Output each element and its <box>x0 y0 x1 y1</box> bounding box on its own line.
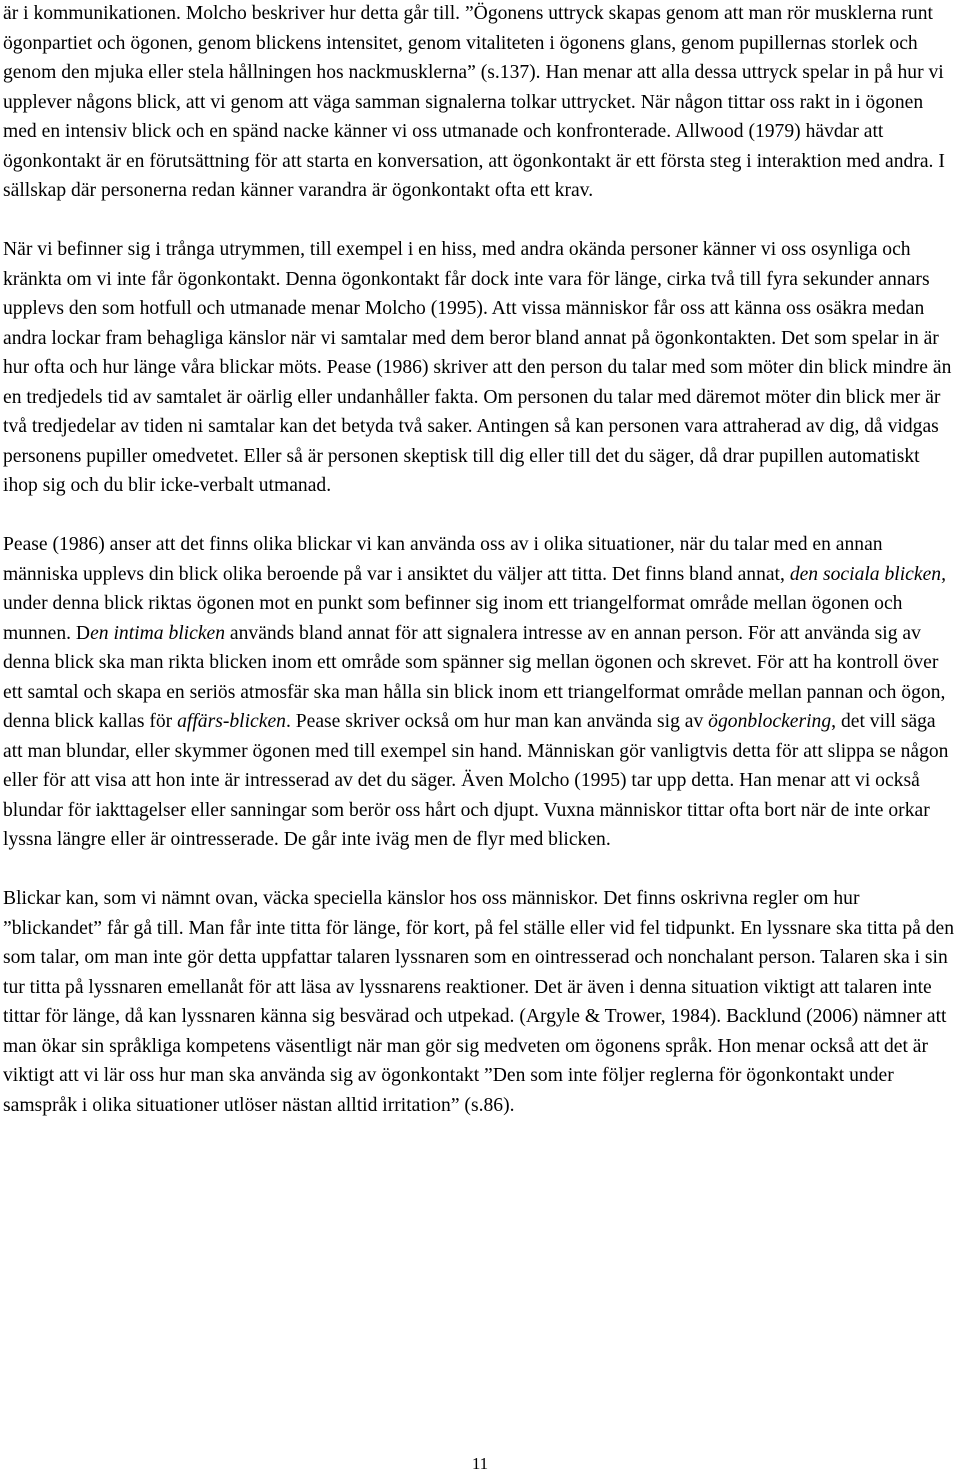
document-page <box>3 3 957 1120</box>
italic-term-business-gaze: affärs-blicken <box>177 711 286 732</box>
text-run: under denna blick riktas ögonen mot en punkt som befinner sig inom ett triangelformat område mellan ögonen och munnen. D <box>3 593 903 644</box>
paragraph-3 <box>3 530 957 855</box>
paragraph-1: är i kommunikationen. Molcho beskriver hur detta går till. ”Ögonens uttryck skapas genom att man rör musklerna runt ögonpartiet och ögonen, genom blickens intensitet, genom vitaliteten i ögonens glans, genom pupillernas storlek och genom den mjuka eller stela hållningen hos nackmusklerna” (s.137). Han menar att alla dessa uttryck spelar in på hur vi upplever någons blick, att vi genom att väga samman signalerna tolkar uttrycket. När någon tittar oss rakt in i ögonen med en intensiv blick och en spänd nacke känner vi oss utmanade och konfronterade. Allwood (1979) hävdar att ögonkontakt är en förutsättning för att starta en konversation, att ögonkontakt är ett första steg i interaktion med andra. I sällskap där personerna redan känner varandra är ögonkontakt ofta ett krav. <box>3 3 945 201</box>
page-number: 11 <box>471 1454 489 1473</box>
italic-term-social-gaze: den sociala blicken, <box>789 563 946 585</box>
paragraph-4: Blickar kan, som vi nämnt ovan, väcka speciella känslor hos oss människor. Det finns oskrivna regler om hur ”blickandet” får gå till. Man får inte titta för länge, för kort, på fel ställe eller vid fel tidpunkt. En lyssnare ska titta på den som talar, om man inte gör detta uppfattar talaren lyssnaren som en ointresserad och nonchalant person. Talaren ska i sin tur titta på lyssnaren emellanåt för att läsa av lyssnarens reaktioner. Det är även i denna situation viktigt att talaren inte tittar för länge, då kan lyssnaren känna sig besvärad och utpekad. (Argyle & Trower, 1984). Backlund (2006) nämner att man ökar sin språkliga kompetens väsentligt när man gör sig medveten om ögonens språk. Hon menar också att det är viktigt att vi lär oss hur man ska använda sig av ögonkontakt ”Den som inte följer reglerna för ögonkontakt under samspråk i olika situationer utlöser nästan alltid irritation” (s.86). <box>3 888 955 1116</box>
italic-term-eye-blocking: ögonblockering <box>708 711 832 732</box>
text-run: . Pease skriver också om hur man kan använda sig av <box>285 711 709 732</box>
text-run: används bland annat för att signalera intresse av en annan person. För att använda sig av denna blick ska man rikta blicken inom ett område som spänner sig mellan ögonen och skrevet. För att ha kontroll över ett samtal och skapa en seriös atmosfär ska man hålla sin blick inom ett triangelformat område mellan pannan och ögon, denna blick kallas för <box>3 622 946 732</box>
paragraph-gap <box>3 855 957 885</box>
paragraph-gap <box>3 501 957 531</box>
italic-term-intimate-gaze: en intima blicken <box>90 622 226 644</box>
paragraph-gap <box>3 206 957 236</box>
text-run: Pease (1986) anser att det finns olika blickar vi kan använda oss av i olika situationer, när du talar med en annan människa upplevs din blick olika beroende på var i ansiktet du väljer att titta. Det finns bland annat, <box>3 534 883 585</box>
paragraph-2: När vi befinner sig i trånga utrymmen, till exempel i en hiss, med andra okända personer känner vi oss osynliga och kränkta om vi inte får ögonkontakt. Denna ögonkontakt får dock inte vara för länge, cirka två till fyra sekunder annars upplevs den som hotfull och utmanade menar Molcho (1995). Att vissa människor får oss att känna oss osäkra medan andra lockar fram behagliga känslor när vi samtalar med dem beror bland annat på ögonkontakten. Det som spelar in är hur ofta och hur länge våra blickar möts. Pease (1986) skriver att den person du talar med som möter din blick mindre än en tredjedels tid av samtalet är oärlig eller undanhåller fakta. Om personen du talar med däremot möter din blick mer är två tredjedelar av tiden ni samtalar kan det betyda två saker. Antingen så kan personen vara attraherad av dig, då vidgas personens pupiller omedvetet. Eller så är personen skeptisk till dig eller till det du säger, då drar pupillen automatiskt ihop sig och du blir icke-verbalt utmanad. <box>3 239 952 496</box>
paragraph-wrapper <box>3 0 957 206</box>
text-run: , det vill säga att man blundar, eller skymmer ögonen med till exempel sin hand. Människan gör vanligtvis detta för att slippa se någon eller för att visa att hon inte är intresserad av det du säger. Även Molcho (1995) tar upp detta. Han menar att vi också blundar för iakttagelser eller sanningar som berör oss hårt och djupt. Vuxna människor tittar ofta bort när de inte orkar lyssna längre eller är ointresserade. De går inte iväg men de flyr med blicken. <box>3 711 949 850</box>
